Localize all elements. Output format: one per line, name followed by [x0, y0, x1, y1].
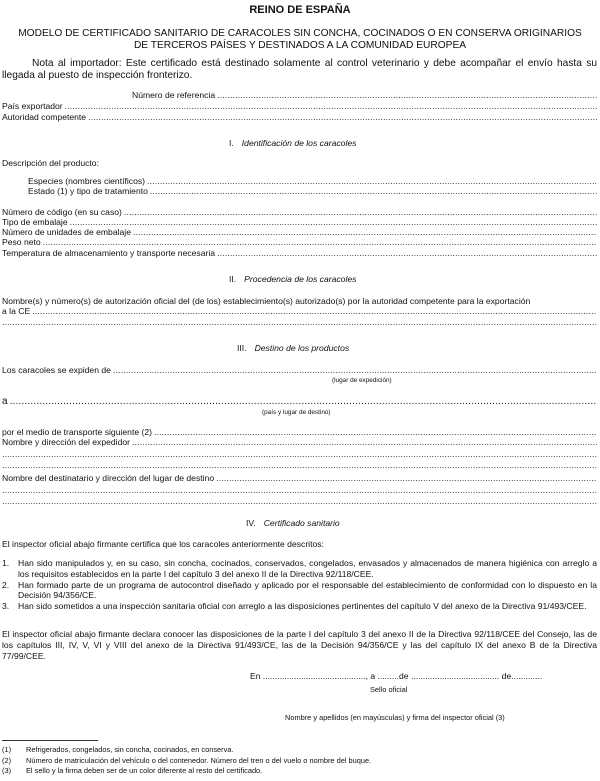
inspector-declaration: El inspector oficial abajo firmante declara conocer las disposiciones de la parte I del capítulo 3 del anexo II de la Directiva 92/118/CEE del Consejo, las de los capítulos III, IV, V, VI y VIII del anexo de la Directiva 91/493/CE, las de la Decisión 94/356/CE y las del capítulo IX del anexo B de la Directiva 77/99/CEE. [2, 629, 597, 661]
list-item: 1. Han sido manipulados y, en su caso, sin concha, cocinados, conservados, congelados, envasados y almacenados de manera higiénica con arreglo a los requisitos establecidos en la parte I del capítulo 3 del anexo II de la Directiva 92/118/CEE. [2, 558, 597, 579]
code-number-label: Número de código (en su caso) [2, 207, 122, 217]
packaging-type-label: Tipo de embalaje [2, 217, 68, 227]
temperature-field[interactable] [2, 248, 597, 259]
section-1-number: I. [229, 138, 234, 148]
temperature-label: Temperatura de almacenamiento y transporte necesaria [2, 248, 216, 258]
list-item: 3. Han sido sometidos a una inspección sanitaria oficial con arreglo a las disposiciones pertinentes del capítulo V del anexo de la Directiva 91/493/CEE. [2, 601, 587, 612]
section-2-heading [229, 274, 356, 284]
consignee-extra-line-1[interactable] [2, 485, 597, 496]
country-place-destination-caption: (país y lugar de destino) [262, 409, 331, 416]
certification-list [2, 558, 597, 612]
establishment-label: a la CE [2, 306, 31, 316]
section-4-number: IV. [246, 518, 256, 528]
packaging-units-label: Número de unidades de embalaje [2, 227, 131, 237]
consignee-extra-line-2[interactable] [2, 496, 597, 507]
official-seal-label: Sello oficial [370, 685, 408, 694]
consignor-extra-line-1[interactable] [2, 449, 597, 460]
transport-label: por el medio de transporte siguiente (2) [2, 427, 152, 437]
place-of-dispatch-caption: (lugar de expedición) [332, 377, 392, 384]
section-2-number: II. [229, 274, 237, 284]
net-weight-label: Peso neto [2, 237, 41, 247]
net-weight-field[interactable] [2, 237, 597, 248]
reference-number-field[interactable] [132, 90, 597, 101]
footnote-divider [2, 740, 98, 741]
establishment-extra-line[interactable] [2, 317, 597, 328]
consignee-label: Nombre del destinatario y dirección del lugar de destino [2, 473, 215, 483]
section-1-title: Identificación de los caracoles [241, 138, 357, 148]
competent-authority-field[interactable] [2, 112, 597, 123]
place-date-field[interactable]: En ..........................................., a .........de ..................................... de............. [250, 671, 543, 681]
section-4-title: Certificado sanitario [263, 518, 340, 528]
species-label: Especies (nombres científicos) [28, 176, 146, 186]
section-3-title: Destino de los productos [254, 343, 350, 353]
footnote: (1) Refrigerados, congelados, sin concha, cocinados, en conserva. [2, 745, 234, 754]
footnote: (3) El sello y la firma deben ser de un color diferente al resto del certificado. [2, 766, 263, 776]
section-2-title: Procedencia de los caracoles [244, 274, 357, 284]
consignor-field[interactable] [2, 437, 597, 448]
establishment-field[interactable] [2, 306, 597, 317]
inspector-signature-label: Nombre y apellidos (en mayúsculas) y firma del inspector oficial (3) [285, 713, 505, 722]
shipped-from-label: Los caracoles se expiden de [2, 365, 111, 375]
certificate-title [0, 28, 600, 51]
section-3-number: III. [237, 343, 247, 353]
exporting-country-label: País exportador [2, 101, 63, 111]
state-treatment-label: Estado (1) y tipo de tratamiento [28, 186, 148, 196]
consignor-label: Nombre y dirección del expedidor [2, 437, 131, 447]
state-treatment-field[interactable] [28, 186, 597, 197]
consignor-extra-line-2[interactable] [2, 460, 597, 471]
establishment-text-line1: Nombre(s) y número(s) de autorización oficial del (de los) establecimiento(s) autorizado(s) por la autoridad competente para la exportación [2, 296, 531, 306]
exporting-country-field[interactable] [2, 101, 597, 112]
destination-field[interactable] [2, 395, 597, 408]
product-description-label: Descripción del producto: [2, 158, 99, 168]
certificate-title-line1: MODELO DE CERTIFICADO SANITARIO DE CARACOLES SIN CONCHA, COCINADOS O EN CONSERVA ORIGINARIOS [18, 28, 582, 39]
reference-number-label: Número de referencia [132, 90, 216, 100]
competent-authority-label: Autoridad competente [2, 112, 87, 122]
consignee-field[interactable] [2, 473, 597, 484]
footnotes [2, 745, 597, 777]
footnote: (2) Número de matriculación del vehículo o del contenedor. Número del tren o del vuelo o nombre del buque. [2, 755, 372, 765]
section-4-heading [246, 518, 340, 528]
section-3-heading [237, 343, 349, 353]
importer-note: Nota al importador: Este certificado está destinado solamente al control veterinario y debe acompañar el envío hasta su llegada al puesto de inspección fronterizo. [2, 58, 597, 81]
certificate-title-line2: DE TERCEROS PAÍSES Y DESTINADOS A LA COMUNIDAD EUROPEA [133, 39, 467, 51]
section-1-heading [229, 138, 356, 148]
shipped-from-field[interactable] [2, 365, 597, 376]
country-heading: REINO DE ESPAÑA [249, 4, 351, 16]
list-item: 2. Han formado parte de un programa de autocontrol diseñado y aplicado por el responsable del establecimiento de conformidad con lo dispuesto en la Decisión 94/356/CE. [2, 579, 597, 601]
destination-label: a [2, 396, 8, 407]
certification-intro: El inspector oficial abajo firmante certifica que los caracoles anteriormente descritos: [2, 539, 324, 549]
